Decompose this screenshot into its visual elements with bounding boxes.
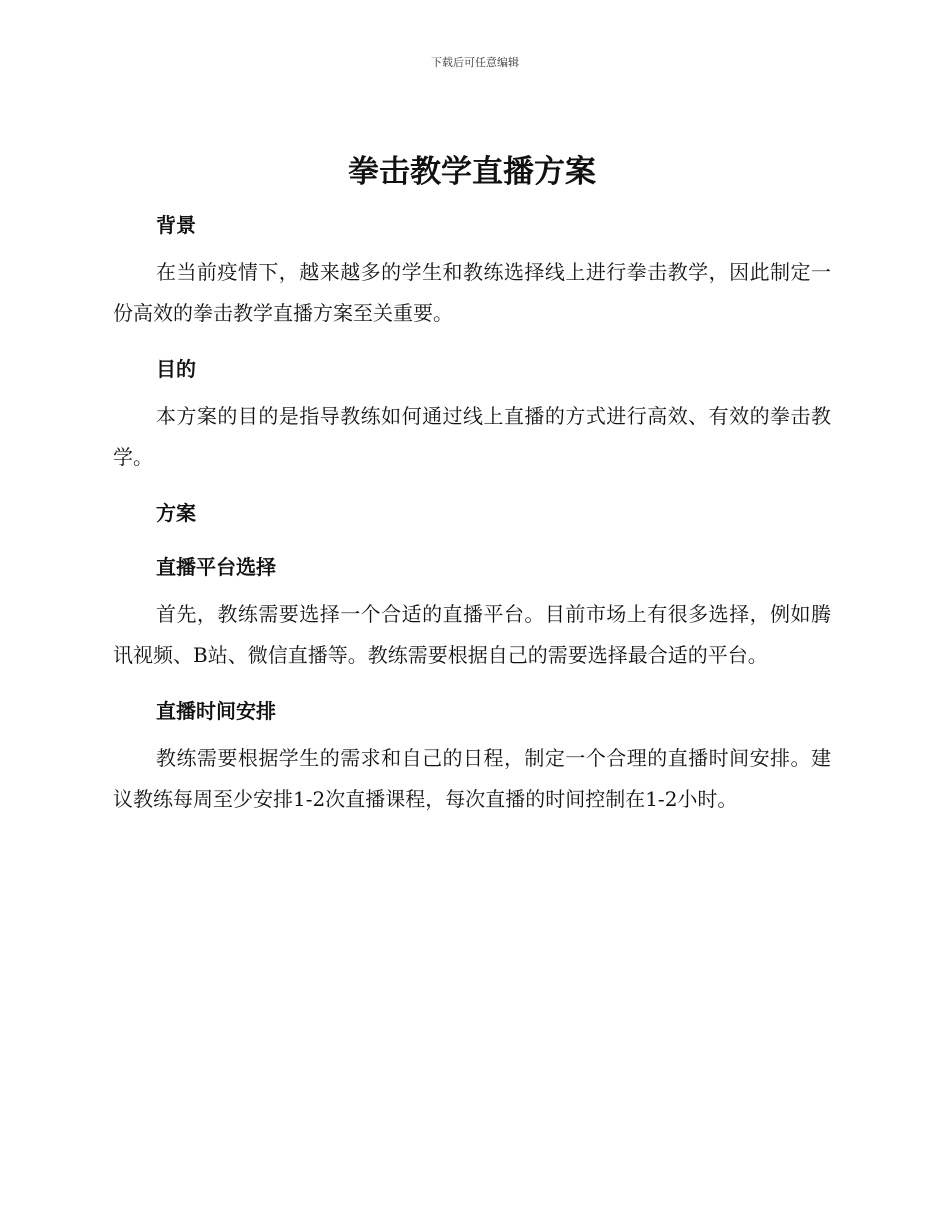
- document-title: 拳击教学直播方案: [348, 154, 596, 190]
- section-heading-schedule: 直播时间安排: [156, 699, 276, 723]
- paragraph-platform: 首先，教练需要选择一个合适的直播平台。目前市场上有很多选择，例如腾讯视频、B站、微信直播等。教练需要根据自己的需要选择最合适的平台。: [113, 602, 831, 667]
- section-heading-platform: 直播平台选择: [156, 555, 276, 579]
- section-heading-plan: 方案: [156, 501, 196, 525]
- paragraph-purpose: 本方案的目的是指导教练如何通过线上直播的方式进行高效、有效的拳击教学。: [113, 404, 831, 469]
- section-heading-purpose: 目的: [156, 357, 196, 381]
- section-heading-background: 背景: [156, 213, 196, 237]
- page-header-note: 下载后可任意编辑: [431, 56, 519, 69]
- document-body: [113, 148, 831, 834]
- paragraph-background: 在当前疫情下，越来越多的学生和教练选择线上进行拳击教学，因此制定一份高效的拳击教学直播方案至关重要。: [113, 260, 831, 325]
- paragraph-schedule: 教练需要根据学生的需求和自己的日程，制定一个合理的直播时间安排。建议教练每周至少安排1-2次直播课程，每次直播的时间控制在1-2小时。: [113, 746, 831, 811]
